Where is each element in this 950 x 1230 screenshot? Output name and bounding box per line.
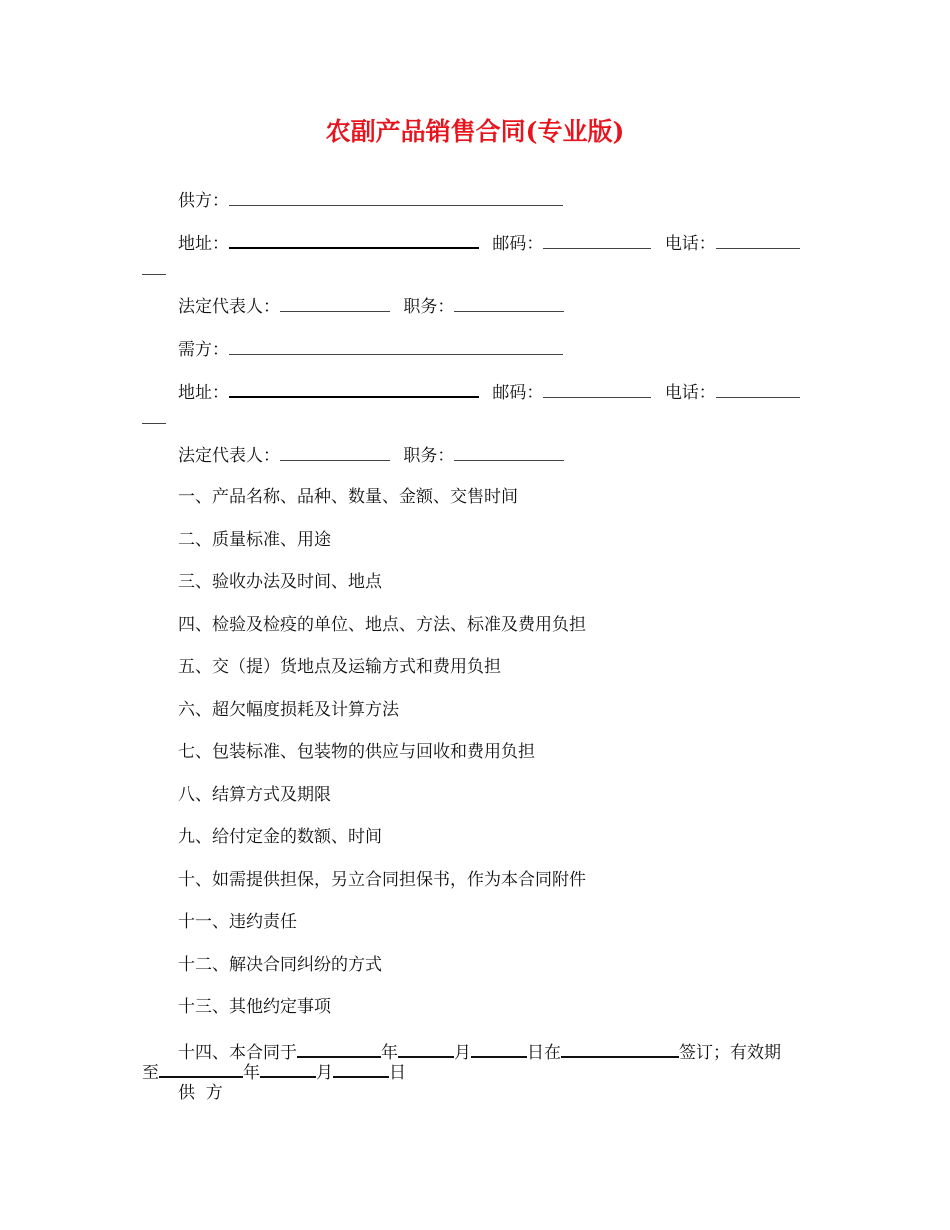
buyer-address-field[interactable]	[229, 380, 479, 398]
clause-9: 九、给付定金的数额、时间	[178, 827, 382, 847]
buyer-rep-field[interactable]	[280, 444, 390, 461]
supplier-rep-label: 法定代表人：	[178, 297, 280, 317]
signing-place-field[interactable]	[561, 1040, 679, 1058]
buyer-address-line	[178, 380, 800, 404]
supplier-phone-continuation	[142, 258, 166, 281]
signing-month-label: 月	[454, 1043, 471, 1063]
valid-until-label: 至	[142, 1063, 159, 1083]
valid-month-field[interactable]	[260, 1060, 316, 1078]
supplier-rep-line	[178, 295, 564, 318]
valid-day-label: 日	[389, 1063, 406, 1083]
clause-11: 十一、违约责任	[178, 912, 297, 932]
supplier-address-field[interactable]	[229, 231, 479, 249]
supplier-address-label: 地址：	[178, 234, 229, 254]
supplier-name-label: 供方：	[178, 191, 229, 211]
supplier-postcode-label: 邮码：	[492, 234, 544, 254]
clause-6: 六、超欠幅度损耗及计算方法	[178, 700, 399, 720]
supplier-name-line	[178, 189, 563, 212]
signed-validity-label: 签订；有效期	[679, 1043, 781, 1063]
buyer-phone-field-cont[interactable]	[142, 407, 166, 424]
clause-4: 四、检验及检疫的单位、地点、方法、标准及费用负担	[178, 615, 586, 635]
supplier-position-field[interactable]	[454, 295, 564, 312]
supplier-phone-field-cont[interactable]	[142, 258, 166, 275]
buyer-position-label: 职务：	[403, 446, 455, 466]
buyer-name-line	[178, 338, 563, 361]
clause-5: 五、交（提）货地点及运输方式和费用负担	[178, 657, 501, 677]
buyer-rep-line	[178, 444, 564, 467]
supplier-rep-field[interactable]	[280, 295, 390, 312]
clause-2: 二、质量标准、用途	[178, 530, 331, 550]
valid-year-label: 年	[243, 1063, 260, 1083]
clause-10: 十、如需提供担保，另立合同担保书，作为本合同附件	[178, 870, 586, 890]
supplier-phone-field[interactable]	[716, 232, 800, 249]
clause-3: 三、验收办法及时间、地点	[178, 572, 382, 592]
document-title: 农副产品销售合同(专业版)	[325, 117, 625, 146]
supplier-position-label: 职务：	[403, 297, 455, 317]
signing-day-field[interactable]	[471, 1040, 527, 1058]
valid-day-field[interactable]	[333, 1060, 389, 1078]
buyer-phone-continuation	[142, 407, 166, 430]
signature-supplier-label: 供 方	[178, 1083, 223, 1103]
supplier-phone-label: 电话：	[664, 234, 716, 254]
supplier-postcode-field[interactable]	[543, 232, 651, 249]
valid-month-label: 月	[316, 1063, 333, 1083]
signing-day-at-label: 日在	[527, 1043, 561, 1063]
clause-1: 一、产品名称、品种、数量、金额、交售时间	[178, 487, 518, 507]
signing-year-field[interactable]	[297, 1040, 381, 1058]
buyer-address-label: 地址：	[178, 383, 229, 403]
signing-year-label: 年	[381, 1043, 398, 1063]
buyer-rep-label: 法定代表人：	[178, 446, 280, 466]
supplier-name-field[interactable]	[229, 189, 563, 206]
signing-month-field[interactable]	[398, 1040, 454, 1058]
supplier-address-line	[178, 231, 800, 255]
buyer-position-field[interactable]	[454, 444, 564, 461]
clause-12: 十二、解决合同纠纷的方式	[178, 955, 382, 975]
clause-14-prefix: 十四、本合同于	[178, 1043, 297, 1063]
buyer-name-field[interactable]	[229, 338, 563, 355]
buyer-phone-field[interactable]	[716, 381, 800, 398]
clause-7: 七、包装标准、包装物的供应与回收和费用负担	[178, 742, 535, 762]
buyer-name-label: 需方：	[178, 340, 229, 360]
clause-14-line-2	[142, 1060, 406, 1084]
buyer-phone-label: 电话：	[664, 383, 716, 403]
valid-year-field[interactable]	[159, 1060, 243, 1078]
buyer-postcode-field[interactable]	[543, 381, 651, 398]
buyer-postcode-label: 邮码：	[492, 383, 544, 403]
clause-13: 十三、其他约定事项	[178, 997, 331, 1017]
clause-8: 八、结算方式及期限	[178, 785, 331, 805]
